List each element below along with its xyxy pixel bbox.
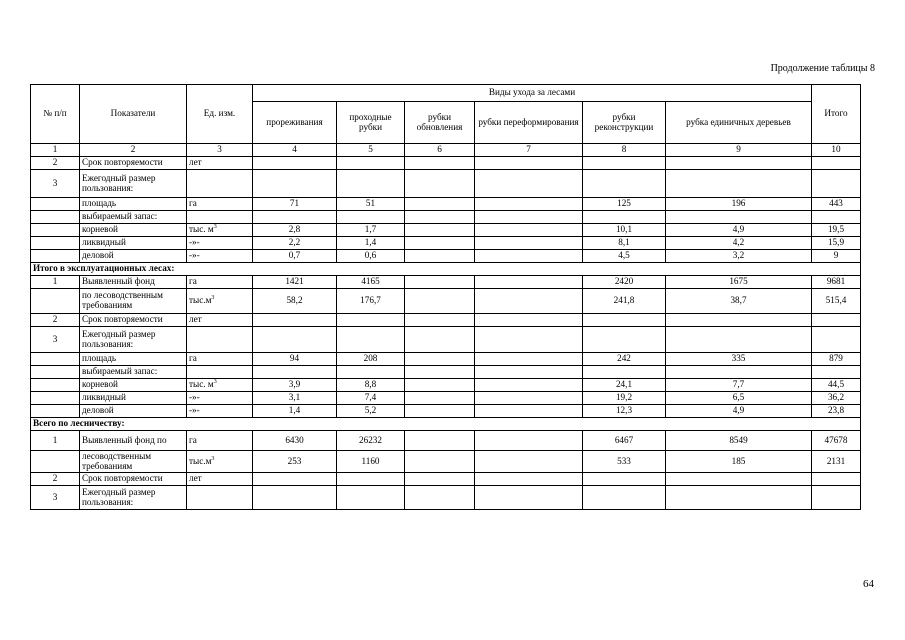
row-unit — [187, 405, 253, 418]
value-cell: 19,2 — [583, 392, 666, 405]
value-cell: 185 — [666, 451, 812, 473]
value-cell: 8,1 — [583, 237, 666, 250]
value-cell — [475, 473, 583, 486]
unit-text: тыс. м — [189, 379, 214, 390]
value-cell: 3,1 — [253, 392, 337, 405]
table-row — [31, 211, 861, 224]
header-group: Виды ухода за лесами — [253, 85, 812, 102]
total-cell: 36,2 — [812, 392, 861, 405]
header-type: рубки переформирования — [475, 102, 583, 144]
value-cell: 24,1 — [583, 379, 666, 392]
value-cell — [253, 314, 337, 327]
unit-superscript: 3 — [213, 379, 217, 386]
unit-text: лет — [189, 473, 202, 484]
value-cell: 1675 — [666, 276, 812, 289]
value-cell — [337, 366, 405, 379]
value-cell — [475, 392, 583, 405]
value-cell — [253, 327, 337, 353]
section-title: Всего по лесничеству: — [31, 418, 861, 431]
value-cell — [475, 366, 583, 379]
total-cell — [812, 211, 861, 224]
value-cell — [475, 250, 583, 263]
total-cell: 443 — [812, 198, 861, 211]
table-row — [31, 289, 861, 314]
table-row — [31, 237, 861, 250]
section-row-total — [31, 418, 861, 431]
total-cell: 515,4 — [812, 289, 861, 314]
header-type: рубки обновления — [405, 102, 475, 144]
row-unit — [187, 157, 253, 170]
table-row — [31, 353, 861, 366]
row-number — [31, 198, 80, 211]
table-row — [31, 170, 861, 198]
section-row-exploitation — [31, 263, 861, 276]
column-number: 3 — [187, 144, 253, 157]
value-cell — [475, 451, 583, 473]
value-cell — [253, 211, 337, 224]
value-cell: 58,2 — [253, 289, 337, 314]
row-number: 2 — [31, 314, 80, 327]
total-cell — [812, 327, 861, 353]
row-label: ликвидный — [80, 237, 187, 250]
table-row — [31, 224, 861, 237]
value-cell — [405, 379, 475, 392]
row-label: Выявленный фонд — [80, 276, 187, 289]
value-cell: 6430 — [253, 431, 337, 451]
header-indicator: Показатели — [80, 85, 187, 144]
value-cell: 4,9 — [666, 224, 812, 237]
value-cell — [405, 451, 475, 473]
table-row — [31, 486, 861, 510]
value-cell — [583, 486, 666, 510]
header-total: Итого — [812, 85, 861, 144]
value-cell: 1,7 — [337, 224, 405, 237]
page-number: 64 — [863, 578, 874, 590]
value-cell — [405, 473, 475, 486]
column-number: 4 — [253, 144, 337, 157]
value-cell — [405, 157, 475, 170]
section-title: Итого в эксплуатационных лесах: — [31, 263, 861, 276]
value-cell: 8549 — [666, 431, 812, 451]
value-cell: 176,7 — [337, 289, 405, 314]
value-cell: 2,2 — [253, 237, 337, 250]
unit-text: -»- — [189, 237, 200, 248]
row-label: Ежегодный размер пользования: — [80, 486, 187, 510]
row-unit — [187, 392, 253, 405]
value-cell — [405, 405, 475, 418]
value-cell — [666, 314, 812, 327]
row-label: лесоводственным требованиям — [80, 451, 187, 473]
value-cell: 1,4 — [337, 237, 405, 250]
row-label: деловой — [80, 405, 187, 418]
value-cell: 7,4 — [337, 392, 405, 405]
row-unit — [187, 276, 253, 289]
unit-text: -»- — [189, 405, 200, 416]
value-cell: 253 — [253, 451, 337, 473]
table-row — [31, 198, 861, 211]
header-unit: Ед. изм. — [187, 85, 253, 144]
value-cell — [475, 431, 583, 451]
header-type: прореживания — [253, 102, 337, 144]
total-cell: 2131 — [812, 451, 861, 473]
value-cell — [405, 314, 475, 327]
row-unit — [187, 211, 253, 224]
total-cell: 44,5 — [812, 379, 861, 392]
row-unit — [187, 314, 253, 327]
unit-text: га — [189, 276, 197, 287]
value-cell — [583, 314, 666, 327]
value-cell: 4,9 — [666, 405, 812, 418]
value-cell — [475, 486, 583, 510]
table-caption: Продолжение таблицы 8 — [770, 63, 875, 74]
row-number — [31, 289, 80, 314]
value-cell — [475, 327, 583, 353]
row-label: площадь — [80, 353, 187, 366]
row-label: деловой — [80, 250, 187, 263]
row-unit — [187, 366, 253, 379]
value-cell — [475, 405, 583, 418]
row-number — [31, 224, 80, 237]
row-number — [31, 237, 80, 250]
value-cell — [337, 170, 405, 198]
value-cell — [405, 366, 475, 379]
row-number: 3 — [31, 486, 80, 510]
value-cell — [475, 289, 583, 314]
unit-text: лет — [189, 157, 202, 168]
value-cell: 241,8 — [583, 289, 666, 314]
row-unit — [187, 198, 253, 211]
row-unit — [187, 224, 253, 237]
unit-superscript: 3 — [211, 455, 215, 462]
total-cell: 879 — [812, 353, 861, 366]
value-cell — [583, 157, 666, 170]
header-num: № п/п — [31, 85, 80, 144]
row-unit — [187, 431, 253, 451]
unit-superscript: 3 — [213, 224, 217, 231]
unit-text: га — [189, 353, 197, 364]
value-cell: 533 — [583, 451, 666, 473]
value-cell — [475, 224, 583, 237]
value-cell — [405, 237, 475, 250]
total-cell — [812, 473, 861, 486]
value-cell — [405, 327, 475, 353]
value-cell — [405, 224, 475, 237]
total-cell — [812, 314, 861, 327]
unit-text: га — [189, 434, 197, 445]
value-cell — [475, 353, 583, 366]
row-unit — [187, 327, 253, 353]
value-cell: 125 — [583, 198, 666, 211]
value-cell — [405, 353, 475, 366]
header-type: рубка единичных деревьев — [666, 102, 812, 144]
row-label: выбираемый запас: — [80, 366, 187, 379]
value-cell: 3,2 — [666, 250, 812, 263]
value-cell — [666, 366, 812, 379]
value-cell — [405, 250, 475, 263]
table-row — [31, 314, 861, 327]
value-cell — [583, 327, 666, 353]
row-label: Срок повторяемости — [80, 157, 187, 170]
value-cell — [583, 366, 666, 379]
table-row — [31, 276, 861, 289]
value-cell — [405, 486, 475, 510]
total-cell — [812, 170, 861, 198]
row-label: Срок повторяемости — [80, 314, 187, 327]
value-cell — [253, 486, 337, 510]
unit-text: -»- — [189, 250, 200, 261]
row-unit — [187, 379, 253, 392]
row-label: площадь — [80, 198, 187, 211]
row-label: корневой — [80, 224, 187, 237]
value-cell: 38,7 — [666, 289, 812, 314]
value-cell — [666, 157, 812, 170]
column-number: 10 — [812, 144, 861, 157]
row-label: ликвидный — [80, 392, 187, 405]
table-row — [31, 250, 861, 263]
total-cell: 9 — [812, 250, 861, 263]
value-cell: 4,5 — [583, 250, 666, 263]
value-cell — [253, 157, 337, 170]
unit-text: га — [189, 198, 197, 209]
value-cell — [337, 486, 405, 510]
row-number: 2 — [31, 473, 80, 486]
value-cell — [337, 473, 405, 486]
value-cell — [405, 392, 475, 405]
table-row — [31, 473, 861, 486]
table-row — [31, 327, 861, 353]
value-cell — [475, 157, 583, 170]
value-cell: 0,6 — [337, 250, 405, 263]
value-cell: 6467 — [583, 431, 666, 451]
table-row — [31, 392, 861, 405]
value-cell — [337, 157, 405, 170]
row-label: по лесоводственным требованиям — [80, 289, 187, 314]
row-number — [31, 392, 80, 405]
value-cell: 196 — [666, 198, 812, 211]
value-cell: 4,2 — [666, 237, 812, 250]
value-cell — [405, 431, 475, 451]
column-number: 9 — [666, 144, 812, 157]
column-number: 7 — [475, 144, 583, 157]
header-type: рубки реконструкции — [583, 102, 666, 144]
total-cell — [812, 157, 861, 170]
value-cell — [405, 211, 475, 224]
value-cell: 1421 — [253, 276, 337, 289]
row-unit — [187, 289, 253, 314]
value-cell: 335 — [666, 353, 812, 366]
unit-text: лет — [189, 314, 202, 325]
column-numbers-row — [31, 144, 861, 157]
table-row — [31, 379, 861, 392]
value-cell — [666, 170, 812, 198]
value-cell: 7,7 — [666, 379, 812, 392]
row-unit — [187, 473, 253, 486]
value-cell — [666, 473, 812, 486]
value-cell — [405, 170, 475, 198]
table-row — [31, 405, 861, 418]
value-cell: 208 — [337, 353, 405, 366]
row-label: Выявленный фонд по — [80, 431, 187, 451]
row-unit — [187, 170, 253, 198]
value-cell — [583, 170, 666, 198]
table-row — [31, 451, 861, 473]
value-cell — [253, 366, 337, 379]
value-cell: 242 — [583, 353, 666, 366]
row-number: 1 — [31, 431, 80, 451]
value-cell — [475, 237, 583, 250]
row-unit — [187, 237, 253, 250]
unit-superscript: 3 — [211, 295, 215, 302]
value-cell — [583, 211, 666, 224]
header-type: проходные рубки — [337, 102, 405, 144]
row-number — [31, 211, 80, 224]
unit-text: -»- — [189, 392, 200, 403]
value-cell: 2420 — [583, 276, 666, 289]
row-number — [31, 405, 80, 418]
value-cell — [405, 289, 475, 314]
value-cell — [337, 211, 405, 224]
value-cell — [337, 327, 405, 353]
unit-text: тыс.м — [189, 455, 212, 466]
total-cell: 23,8 — [812, 405, 861, 418]
value-cell: 94 — [253, 353, 337, 366]
value-cell: 3,9 — [253, 379, 337, 392]
row-label: Ежегодный размер пользования: — [80, 327, 187, 353]
value-cell: 4165 — [337, 276, 405, 289]
value-cell — [405, 276, 475, 289]
value-cell — [666, 327, 812, 353]
value-cell — [475, 198, 583, 211]
table-row — [31, 366, 861, 379]
table-row — [31, 431, 861, 451]
row-number — [31, 353, 80, 366]
row-number: 3 — [31, 170, 80, 198]
row-number — [31, 250, 80, 263]
forest-care-table — [30, 84, 861, 510]
value-cell: 0,7 — [253, 250, 337, 263]
row-unit — [187, 451, 253, 473]
value-cell — [253, 473, 337, 486]
value-cell — [583, 473, 666, 486]
value-cell — [253, 170, 337, 198]
value-cell — [666, 486, 812, 510]
column-number: 2 — [80, 144, 187, 157]
unit-text: тыс. м — [189, 224, 214, 235]
value-cell — [337, 314, 405, 327]
value-cell: 8,8 — [337, 379, 405, 392]
value-cell: 5,2 — [337, 405, 405, 418]
unit-text: тыс.м — [189, 295, 212, 306]
value-cell: 1160 — [337, 451, 405, 473]
row-number — [31, 451, 80, 473]
value-cell — [475, 170, 583, 198]
value-cell — [475, 211, 583, 224]
column-number: 1 — [31, 144, 80, 157]
column-number: 6 — [405, 144, 475, 157]
value-cell — [475, 379, 583, 392]
total-cell: 47678 — [812, 431, 861, 451]
value-cell — [475, 276, 583, 289]
column-number: 5 — [337, 144, 405, 157]
value-cell: 51 — [337, 198, 405, 211]
value-cell: 2,8 — [253, 224, 337, 237]
total-cell — [812, 486, 861, 510]
value-cell — [405, 198, 475, 211]
row-number: 2 — [31, 157, 80, 170]
table-row — [31, 157, 861, 170]
row-label: Срок повторяемости — [80, 473, 187, 486]
row-unit — [187, 353, 253, 366]
row-number — [31, 366, 80, 379]
row-label: выбираемый запас: — [80, 211, 187, 224]
value-cell: 1,4 — [253, 405, 337, 418]
value-cell: 6,5 — [666, 392, 812, 405]
value-cell: 71 — [253, 198, 337, 211]
total-cell — [812, 366, 861, 379]
row-number: 1 — [31, 276, 80, 289]
row-unit — [187, 250, 253, 263]
value-cell: 10,1 — [583, 224, 666, 237]
value-cell: 12,3 — [583, 405, 666, 418]
value-cell — [666, 211, 812, 224]
column-number: 8 — [583, 144, 666, 157]
row-label: корневой — [80, 379, 187, 392]
total-cell: 19,5 — [812, 224, 861, 237]
value-cell — [475, 314, 583, 327]
row-number — [31, 379, 80, 392]
row-unit — [187, 486, 253, 510]
value-cell: 26232 — [337, 431, 405, 451]
row-label: Ежегодный размер пользования: — [80, 170, 187, 198]
row-number: 3 — [31, 327, 80, 353]
total-cell: 9681 — [812, 276, 861, 289]
total-cell: 15,9 — [812, 237, 861, 250]
